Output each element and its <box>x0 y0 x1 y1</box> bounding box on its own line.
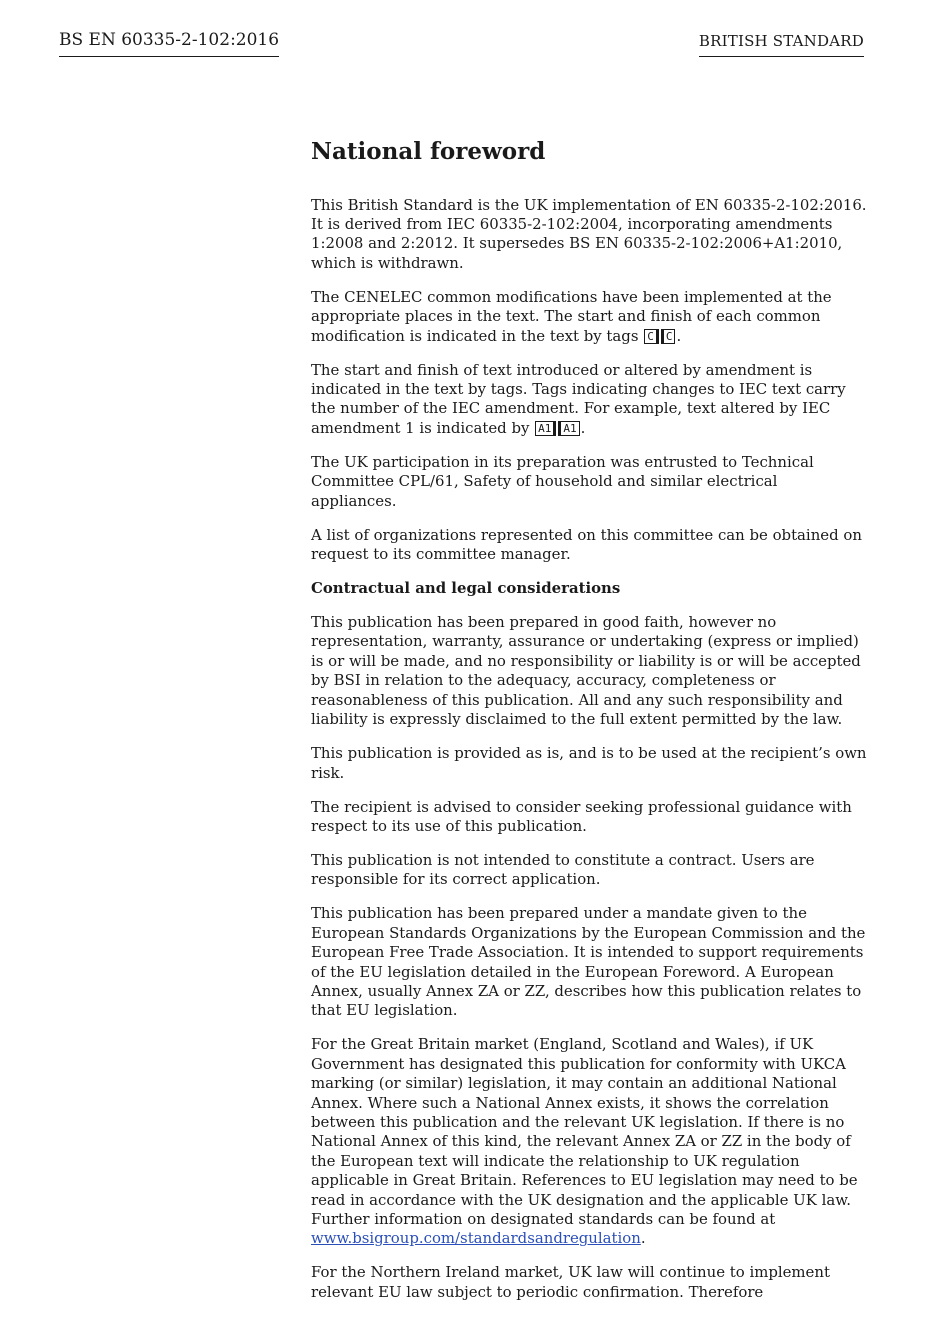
paragraph-northern-ireland-market: For the Northern Ireland market, UK law will continue to implement relevant EU law subject to periodic confirmation. Therefore <box>311 1263 830 1301</box>
paragraph-text: For the Great Britain market (England, Scotland and Wales), if UK Government has designated this publication for conformity with UKCA marking (or similar) legislation, it may contain an additional National Annex. Where such a National Annex exists, it shows the correlation between this publication and the relevant UK legislation. If there is no National Annex of this kind, the relevant Annex ZA or ZZ in the body of the European text will indicate the relationship to UK regulation applicable in Great Britain. References to EU legislation may need to be read in accordance with the UK designation and the applicable UK law. Further information on designated standards can be found at <box>311 1035 858 1228</box>
common-modification-start-tag-icon: C <box>644 329 659 344</box>
paragraph-amendment-tags <box>311 361 867 439</box>
paragraph-end: . <box>580 418 586 437</box>
paragraph-professional-guidance: The recipient is advised to consider seeking professional guidance with respect to its use of this publication. <box>311 797 852 835</box>
paragraph-great-britain-market <box>311 1035 867 1248</box>
paragraph-text: The CENELEC common modifications have been implemented at the appropriate places in the text. The start and finish of each common modification is indicated in the text by tags <box>311 287 832 345</box>
paragraph-uk-participation: The UK participation in its preparation was entrusted to Technical Committee CPL/61, Safety of household and similar electrical appliances. <box>311 452 814 510</box>
paragraph-not-contract: This publication is not intended to constitute a contract. Users are responsible for its correct application. <box>311 850 815 889</box>
bsigroup-link[interactable]: www.bsigroup.com/standardsandregulation <box>311 1229 641 1248</box>
document-id: BS EN 60335-2-102:2016 <box>59 30 279 57</box>
paragraph-text: The start and finish of text introduced or altered by amendment is indicated in the text by tags. Tags indicating changes to IEC text carry the number of the IEC amendment. For example, text altered by IEC amendment 1 is indicated by <box>311 360 846 437</box>
paragraph-implementation: This British Standard is the UK implementation of EN 60335-2-102:2016. It is derived from IEC 60335-2-102:2004, incorporating amendments 1:2008 and 2:2012. It supersedes BS EN 60335-2-102:2006+A1:2010, which is withdrawn. <box>311 195 867 272</box>
page-title: National foreword <box>311 138 546 165</box>
common-modification-end-tag-icon: C <box>661 329 676 344</box>
main-content <box>311 138 867 1317</box>
paragraph-end: . <box>676 326 682 345</box>
paragraph-common-modifications <box>311 288 867 346</box>
paragraph-committee-list: A list of organizations represented on this committee can be obtained on request to its committee manager. <box>311 525 862 564</box>
paragraph-mandate: This publication has been prepared under a mandate given to the European Standards Organizations by the European Commission and the European Free Trade Association. It is intended to support requirements of the EU legislation detailed in the European Foreword. A European Annex, usually Annex ZA or ZZ, describes how this publication relates to that EU legislation. <box>311 904 866 1020</box>
paragraph-end: . <box>640 1229 646 1248</box>
paragraph-own-risk: This publication is provided as is, and is to be used at the recipient’s own risk. <box>311 744 867 782</box>
paragraph-good-faith: This publication has been prepared in good faith, however no representation, warranty, assurance or undertaking (express or implied) is or will be made, and no responsibility or liability is or will be accepted by BSI in relation to the adequacy, accuracy, completeness or reasonableness of this publication. All and any such responsibility and liability is expressly disclaimed to the full extent permitted by the law. <box>311 613 861 729</box>
series-label: BRITISH STANDARD <box>699 32 864 57</box>
subheading-contractual: Contractual and legal considerations <box>311 579 621 598</box>
amendment-start-tag-icon: A1 <box>535 421 556 436</box>
amendment-end-tag-icon: A1 <box>558 421 579 436</box>
